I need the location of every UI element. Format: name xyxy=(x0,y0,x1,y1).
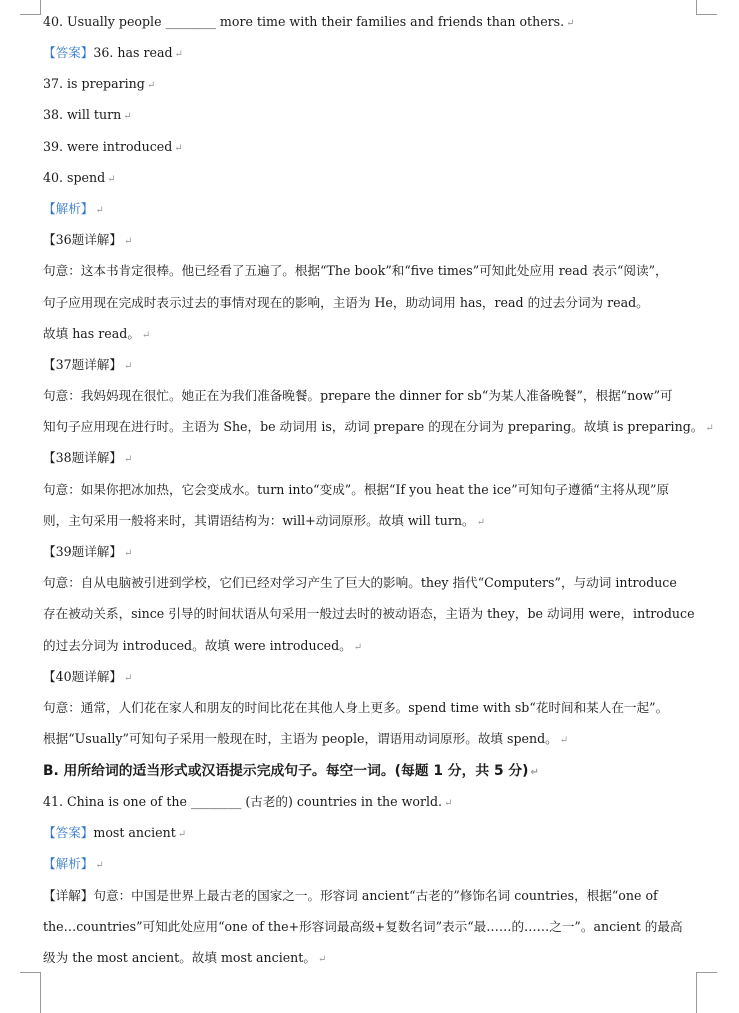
paragraph-mark-icon: ↵ xyxy=(317,954,327,965)
line-text: 39. were introduced xyxy=(43,139,173,154)
document-line xyxy=(43,263,668,279)
line-text: 36. has read xyxy=(93,45,173,60)
paragraph-mark-icon: ↵ xyxy=(530,767,539,778)
document-line xyxy=(43,450,132,468)
document-line xyxy=(43,856,104,874)
document-line xyxy=(43,575,677,591)
section-tag: 【解析】 xyxy=(43,856,94,871)
section-tag: 【解析】 xyxy=(43,201,94,216)
section-tag: 【答案】 xyxy=(43,45,94,60)
line-text: 40. spend xyxy=(43,170,106,185)
paragraph-mark-icon: ↵ xyxy=(353,642,363,653)
paragraph-mark-icon: ↵ xyxy=(146,80,156,91)
line-text: 句意：自从电脑被引进到学校，它们已经对学习产生了巨大的影响。they 指代“Computers”，与动词 introduce xyxy=(43,575,677,590)
line-text: 句子应用现在完成时表示过去的事情对现在的影响，主语为 He，助动词用 has，read 的过去分词为 read。 xyxy=(43,295,649,310)
line-text: 【详解】句意：中国是世界上最古老的国家之一。形容词 ancient“古老的”修饰名词 countries，根据“one of xyxy=(43,888,658,903)
document-line xyxy=(43,388,673,404)
document-line xyxy=(43,295,649,311)
document-line xyxy=(43,419,714,437)
paragraph-mark-icon: ↵ xyxy=(107,174,116,185)
line-text: 37. is preparing xyxy=(43,76,145,91)
document-line xyxy=(43,170,116,188)
paragraph-mark-icon: ↵ xyxy=(174,49,183,60)
document-line xyxy=(43,139,183,157)
corner-mark-top-right xyxy=(696,0,717,15)
paragraph-mark-icon: ↵ xyxy=(174,143,183,154)
document-line xyxy=(43,201,104,219)
line-text: 38. will turn xyxy=(43,107,122,122)
paragraph-mark-icon: ↵ xyxy=(141,330,151,341)
line-text: 40. Usually people ________ more time with their families and friends than others. xyxy=(43,14,565,29)
paragraph-mark-icon: ↵ xyxy=(705,423,714,434)
line-text: 【40题详解】 xyxy=(43,669,122,684)
line-text: 【37题详解】 xyxy=(43,357,122,372)
document-line xyxy=(43,606,695,622)
paragraph-mark-icon: ↵ xyxy=(123,111,132,122)
document-line xyxy=(43,700,668,716)
document-line xyxy=(43,669,132,687)
line-text: 句意：这本书肯定很棒。他已经看了五遍了。根据“The book”和“five times”可知此处应用 read 表示“阅读”， xyxy=(43,263,668,278)
paragraph-mark-icon: ↵ xyxy=(177,829,187,840)
document-line xyxy=(43,326,150,344)
document-line xyxy=(43,763,539,781)
line-text: 句意：如果你把冰加热，它会变成水。turn into“变成”。根据“If you heat the ice”可知句子遵循“主将从现”原 xyxy=(43,482,670,497)
document-line xyxy=(43,638,362,656)
document-line xyxy=(43,107,132,125)
line-text: 存在被动关系，since 引导的时间状语从句采用一般过去时的被动语态，主语为 they，be 动词用 were，introduce xyxy=(43,606,695,621)
paragraph-mark-icon: ↵ xyxy=(444,798,453,809)
paragraph-mark-icon: ↵ xyxy=(124,236,133,247)
line-text: the…countries”可知此处应用“one of the+形容词最高级+复数名词”表示“最……的……之一”。ancient 的最高 xyxy=(43,919,683,934)
document-line xyxy=(43,76,155,94)
document-line xyxy=(43,919,683,935)
document-line xyxy=(43,825,186,843)
line-text: 句意：我妈妈现在很忙。她正在为我们准备晚餐。prepare the dinner for sb“为某人准备晚餐”，根据“now”可 xyxy=(43,388,673,403)
section-tag: 【答案】 xyxy=(43,825,94,840)
paragraph-mark-icon: ↵ xyxy=(95,205,104,216)
document-line xyxy=(43,482,669,498)
paragraph-mark-icon: ↵ xyxy=(559,735,569,746)
line-text: 则，主句采用一般将来时，其谓语结构为：will+动词原形。故填 will turn。 xyxy=(43,513,475,528)
paragraph-mark-icon: ↵ xyxy=(124,361,133,372)
line-text: 【38题详解】 xyxy=(43,450,122,465)
line-text: 级为 the most ancient。故填 most ancient。 xyxy=(43,950,316,965)
document-line xyxy=(43,544,132,562)
document-line xyxy=(43,357,132,375)
line-text: 根据“Usually”可知句子采用一般现在时，主语为 people，谓语用动词原形。故填 spend。 xyxy=(43,731,558,746)
paragraph-mark-icon: ↵ xyxy=(124,454,133,465)
paragraph-mark-icon: ↵ xyxy=(476,517,486,528)
line-text: 【39题详解】 xyxy=(43,544,122,559)
line-text: most ancient xyxy=(93,825,176,840)
paragraph-mark-icon: ↵ xyxy=(566,18,575,29)
line-text: 【36题详解】 xyxy=(43,232,122,247)
line-text: 故填 has read。 xyxy=(43,326,140,341)
document-line xyxy=(43,950,326,968)
corner-mark-top-left xyxy=(20,0,41,15)
paragraph-mark-icon: ↵ xyxy=(124,673,133,684)
document-line xyxy=(43,513,485,531)
line-text: 41. China is one of the ________ (古老的) countries in the world. xyxy=(43,794,443,809)
paragraph-mark-icon: ↵ xyxy=(95,860,104,871)
line-text: 知句子应用现在进行时。主语为 She，be 动词用 is，动词 prepare 的现在分词为 preparing。故填 is preparing。 xyxy=(43,419,704,434)
document-line xyxy=(43,45,183,63)
document-line xyxy=(43,794,452,812)
document-line xyxy=(43,14,575,32)
line-text: 句意：通常，人们花在家人和朋友的时间比花在其他人身上更多。spend time with sb“花时间和某人在一起”。 xyxy=(43,700,669,715)
document-line xyxy=(43,731,568,749)
document-line xyxy=(43,888,658,904)
document-line xyxy=(43,232,132,250)
line-text: B. 用所给词的适当形式或汉语提示完成句子。每空一词。(每题 1 分，共 5 分) xyxy=(43,763,529,779)
line-text: 的过去分词为 introduced。故填 were introduced。 xyxy=(43,638,352,653)
paragraph-mark-icon: ↵ xyxy=(124,548,133,559)
